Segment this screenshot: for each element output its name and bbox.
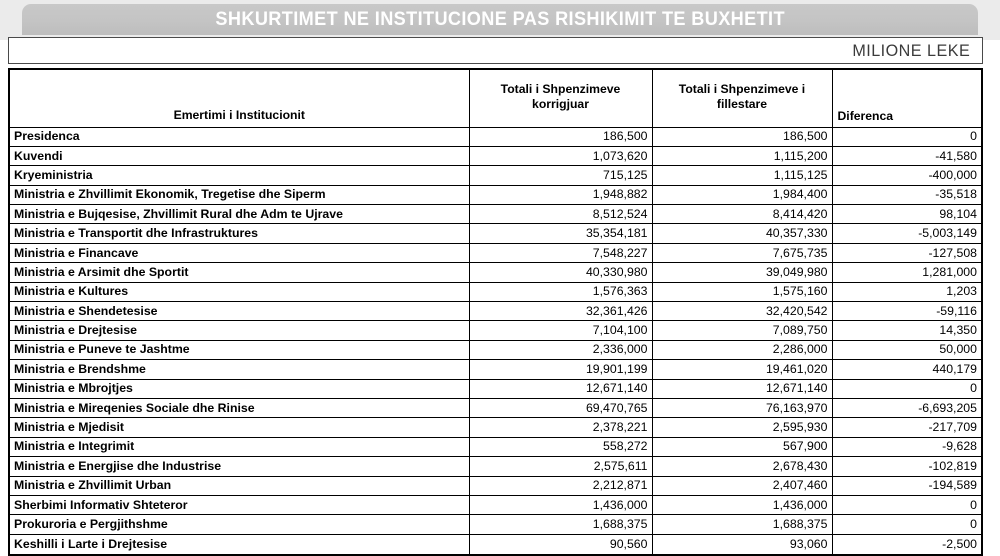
cell-corrected: 19,901,199 bbox=[469, 360, 652, 379]
cell-difference: 0 bbox=[832, 515, 981, 534]
cell-difference: 50,000 bbox=[832, 340, 981, 359]
page-title: SHKURTIMET NE INSTITUCIONE PAS RISHIKIMIT TE BUXHETIT bbox=[215, 8, 785, 30]
cell-institution: Ministria e Financave bbox=[10, 243, 469, 262]
cell-corrected: 1,948,882 bbox=[469, 185, 652, 204]
column-header-initial-line2: fillestare bbox=[716, 97, 768, 112]
cell-corrected: 90,560 bbox=[469, 534, 652, 553]
cell-initial: 76,163,970 bbox=[652, 398, 832, 417]
cell-corrected: 1,576,363 bbox=[469, 282, 652, 301]
cell-corrected: 558,272 bbox=[469, 437, 652, 456]
cell-institution: Kryeministria bbox=[10, 166, 469, 185]
cell-institution: Ministria e Transportit dhe Infrastruktures bbox=[10, 224, 469, 243]
cell-initial: 12,671,140 bbox=[652, 379, 832, 398]
cell-initial: 7,675,735 bbox=[652, 243, 832, 262]
cell-institution: Sherbimi Informativ Shteteror bbox=[10, 495, 469, 514]
cell-initial: 1,115,200 bbox=[652, 146, 832, 165]
cell-institution: Ministria e Mireqenies Sociale dhe Rinise bbox=[10, 398, 469, 417]
cell-corrected: 35,354,181 bbox=[469, 224, 652, 243]
budget-table bbox=[10, 70, 981, 554]
cell-difference: -5,003,149 bbox=[832, 224, 981, 243]
cell-initial: 32,420,542 bbox=[652, 302, 832, 321]
cell-institution: Prokuroria e Pergjithshme bbox=[10, 515, 469, 534]
cell-initial: 39,049,980 bbox=[652, 263, 832, 282]
units-bar bbox=[8, 37, 983, 64]
cell-initial: 567,900 bbox=[652, 437, 832, 456]
column-header-initial-line1: Totali i Shpenzimeve i bbox=[678, 82, 806, 97]
cell-difference: 1,203 bbox=[832, 282, 981, 301]
column-header-initial bbox=[652, 70, 832, 127]
cell-initial: 1,436,000 bbox=[652, 495, 832, 514]
column-header-corrected bbox=[469, 70, 652, 127]
cell-institution: Ministria e Kultures bbox=[10, 282, 469, 301]
budget-table-container bbox=[8, 68, 983, 556]
cell-initial: 2,595,930 bbox=[652, 418, 832, 437]
table-row bbox=[10, 321, 981, 340]
cell-institution: Ministria e Shendetesise bbox=[10, 302, 469, 321]
cell-corrected: 69,470,765 bbox=[469, 398, 652, 417]
cell-difference: -35,518 bbox=[832, 185, 981, 204]
cell-initial: 2,678,430 bbox=[652, 457, 832, 476]
cell-difference: 1,281,000 bbox=[832, 263, 981, 282]
cell-difference: -127,508 bbox=[832, 243, 981, 262]
cell-institution: Keshilli i Larte i Drejtesise bbox=[10, 534, 469, 553]
cell-corrected: 1,688,375 bbox=[469, 515, 652, 534]
table-row bbox=[10, 282, 981, 301]
cell-difference: -217,709 bbox=[832, 418, 981, 437]
cell-corrected: 7,104,100 bbox=[469, 321, 652, 340]
table-row bbox=[10, 243, 981, 262]
cell-difference: 0 bbox=[832, 379, 981, 398]
table-row bbox=[10, 437, 981, 456]
cell-difference: -59,116 bbox=[832, 302, 981, 321]
table-row bbox=[10, 398, 981, 417]
cell-corrected: 1,073,620 bbox=[469, 146, 652, 165]
cell-institution: Ministria e Zhvillimit Urban bbox=[10, 476, 469, 495]
table-row bbox=[10, 495, 981, 514]
cell-institution: Presidenca bbox=[10, 127, 469, 146]
table-row bbox=[10, 185, 981, 204]
cell-corrected: 40,330,980 bbox=[469, 263, 652, 282]
cell-difference: -6,693,205 bbox=[832, 398, 981, 417]
table-row bbox=[10, 224, 981, 243]
cell-institution: Ministria e Puneve te Jashtme bbox=[10, 340, 469, 359]
cell-difference: 14,350 bbox=[832, 321, 981, 340]
cell-corrected: 8,512,524 bbox=[469, 205, 652, 224]
table-header bbox=[10, 70, 981, 127]
cell-difference: 98,104 bbox=[832, 205, 981, 224]
cell-initial: 1,688,375 bbox=[652, 515, 832, 534]
title-banner bbox=[22, 4, 978, 35]
cell-corrected: 2,212,871 bbox=[469, 476, 652, 495]
cell-corrected: 2,336,000 bbox=[469, 340, 652, 359]
cell-institution: Ministria e Energjise dhe Industrise bbox=[10, 457, 469, 476]
table-body bbox=[10, 127, 981, 554]
cell-corrected: 1,436,000 bbox=[469, 495, 652, 514]
cell-corrected: 186,500 bbox=[469, 127, 652, 146]
table-row bbox=[10, 263, 981, 282]
cell-initial: 1,984,400 bbox=[652, 185, 832, 204]
header-row bbox=[10, 70, 981, 127]
cell-difference: -41,580 bbox=[832, 146, 981, 165]
cell-difference: -102,819 bbox=[832, 457, 981, 476]
cell-difference: 0 bbox=[832, 127, 981, 146]
cell-initial: 2,407,460 bbox=[652, 476, 832, 495]
cell-corrected: 32,361,426 bbox=[469, 302, 652, 321]
cell-institution: Ministria e Arsimit dhe Sportit bbox=[10, 263, 469, 282]
units-label: MILIONE LEKE bbox=[852, 40, 971, 60]
table-row bbox=[10, 379, 981, 398]
cell-institution: Ministria e Drejtesise bbox=[10, 321, 469, 340]
cell-corrected: 2,378,221 bbox=[469, 418, 652, 437]
table-row bbox=[10, 360, 981, 379]
column-header-institution: Emertimi i Institucionit bbox=[10, 70, 469, 127]
cell-institution: Ministria e Zhvillimit Ekonomik, Tregetise dhe Siperm bbox=[10, 185, 469, 204]
table-row bbox=[10, 476, 981, 495]
table-row bbox=[10, 534, 981, 553]
cell-corrected: 12,671,140 bbox=[469, 379, 652, 398]
cell-difference: -2,500 bbox=[832, 534, 981, 553]
cell-difference: 0 bbox=[832, 495, 981, 514]
table-row bbox=[10, 127, 981, 146]
column-header-difference: Diferenca bbox=[832, 70, 981, 127]
cell-corrected: 2,575,611 bbox=[469, 457, 652, 476]
cell-initial: 93,060 bbox=[652, 534, 832, 553]
cell-initial: 1,115,125 bbox=[652, 166, 832, 185]
table-row bbox=[10, 146, 981, 165]
cell-initial: 1,575,160 bbox=[652, 282, 832, 301]
cell-institution: Ministria e Integrimit bbox=[10, 437, 469, 456]
table-row bbox=[10, 340, 981, 359]
cell-initial: 186,500 bbox=[652, 127, 832, 146]
cell-institution: Kuvendi bbox=[10, 146, 469, 165]
table-row bbox=[10, 515, 981, 534]
cell-initial: 8,414,420 bbox=[652, 205, 832, 224]
table-row bbox=[10, 302, 981, 321]
cell-initial: 19,461,020 bbox=[652, 360, 832, 379]
cell-corrected: 7,548,227 bbox=[469, 243, 652, 262]
cell-institution: Ministria e Mbrojtjes bbox=[10, 379, 469, 398]
cell-corrected: 715,125 bbox=[469, 166, 652, 185]
column-header-corrected-line2: korrigjuar bbox=[532, 97, 589, 112]
cell-initial: 40,357,330 bbox=[652, 224, 832, 243]
cell-initial: 2,286,000 bbox=[652, 340, 832, 359]
table-row bbox=[10, 457, 981, 476]
column-header-corrected-line1: Totali i Shpenzimeve bbox=[500, 82, 621, 97]
cell-difference: -400,000 bbox=[832, 166, 981, 185]
cell-institution: Ministria e Mjedisit bbox=[10, 418, 469, 437]
cell-difference: 440,179 bbox=[832, 360, 981, 379]
cell-institution: Ministria e Brendshme bbox=[10, 360, 469, 379]
cell-institution: Ministria e Bujqesise, Zhvillimit Rural dhe Adm te Ujrave bbox=[10, 205, 469, 224]
table-row bbox=[10, 418, 981, 437]
table-row bbox=[10, 205, 981, 224]
cell-difference: -9,628 bbox=[832, 437, 981, 456]
table-row bbox=[10, 166, 981, 185]
cell-initial: 7,089,750 bbox=[652, 321, 832, 340]
cell-difference: -194,589 bbox=[832, 476, 981, 495]
